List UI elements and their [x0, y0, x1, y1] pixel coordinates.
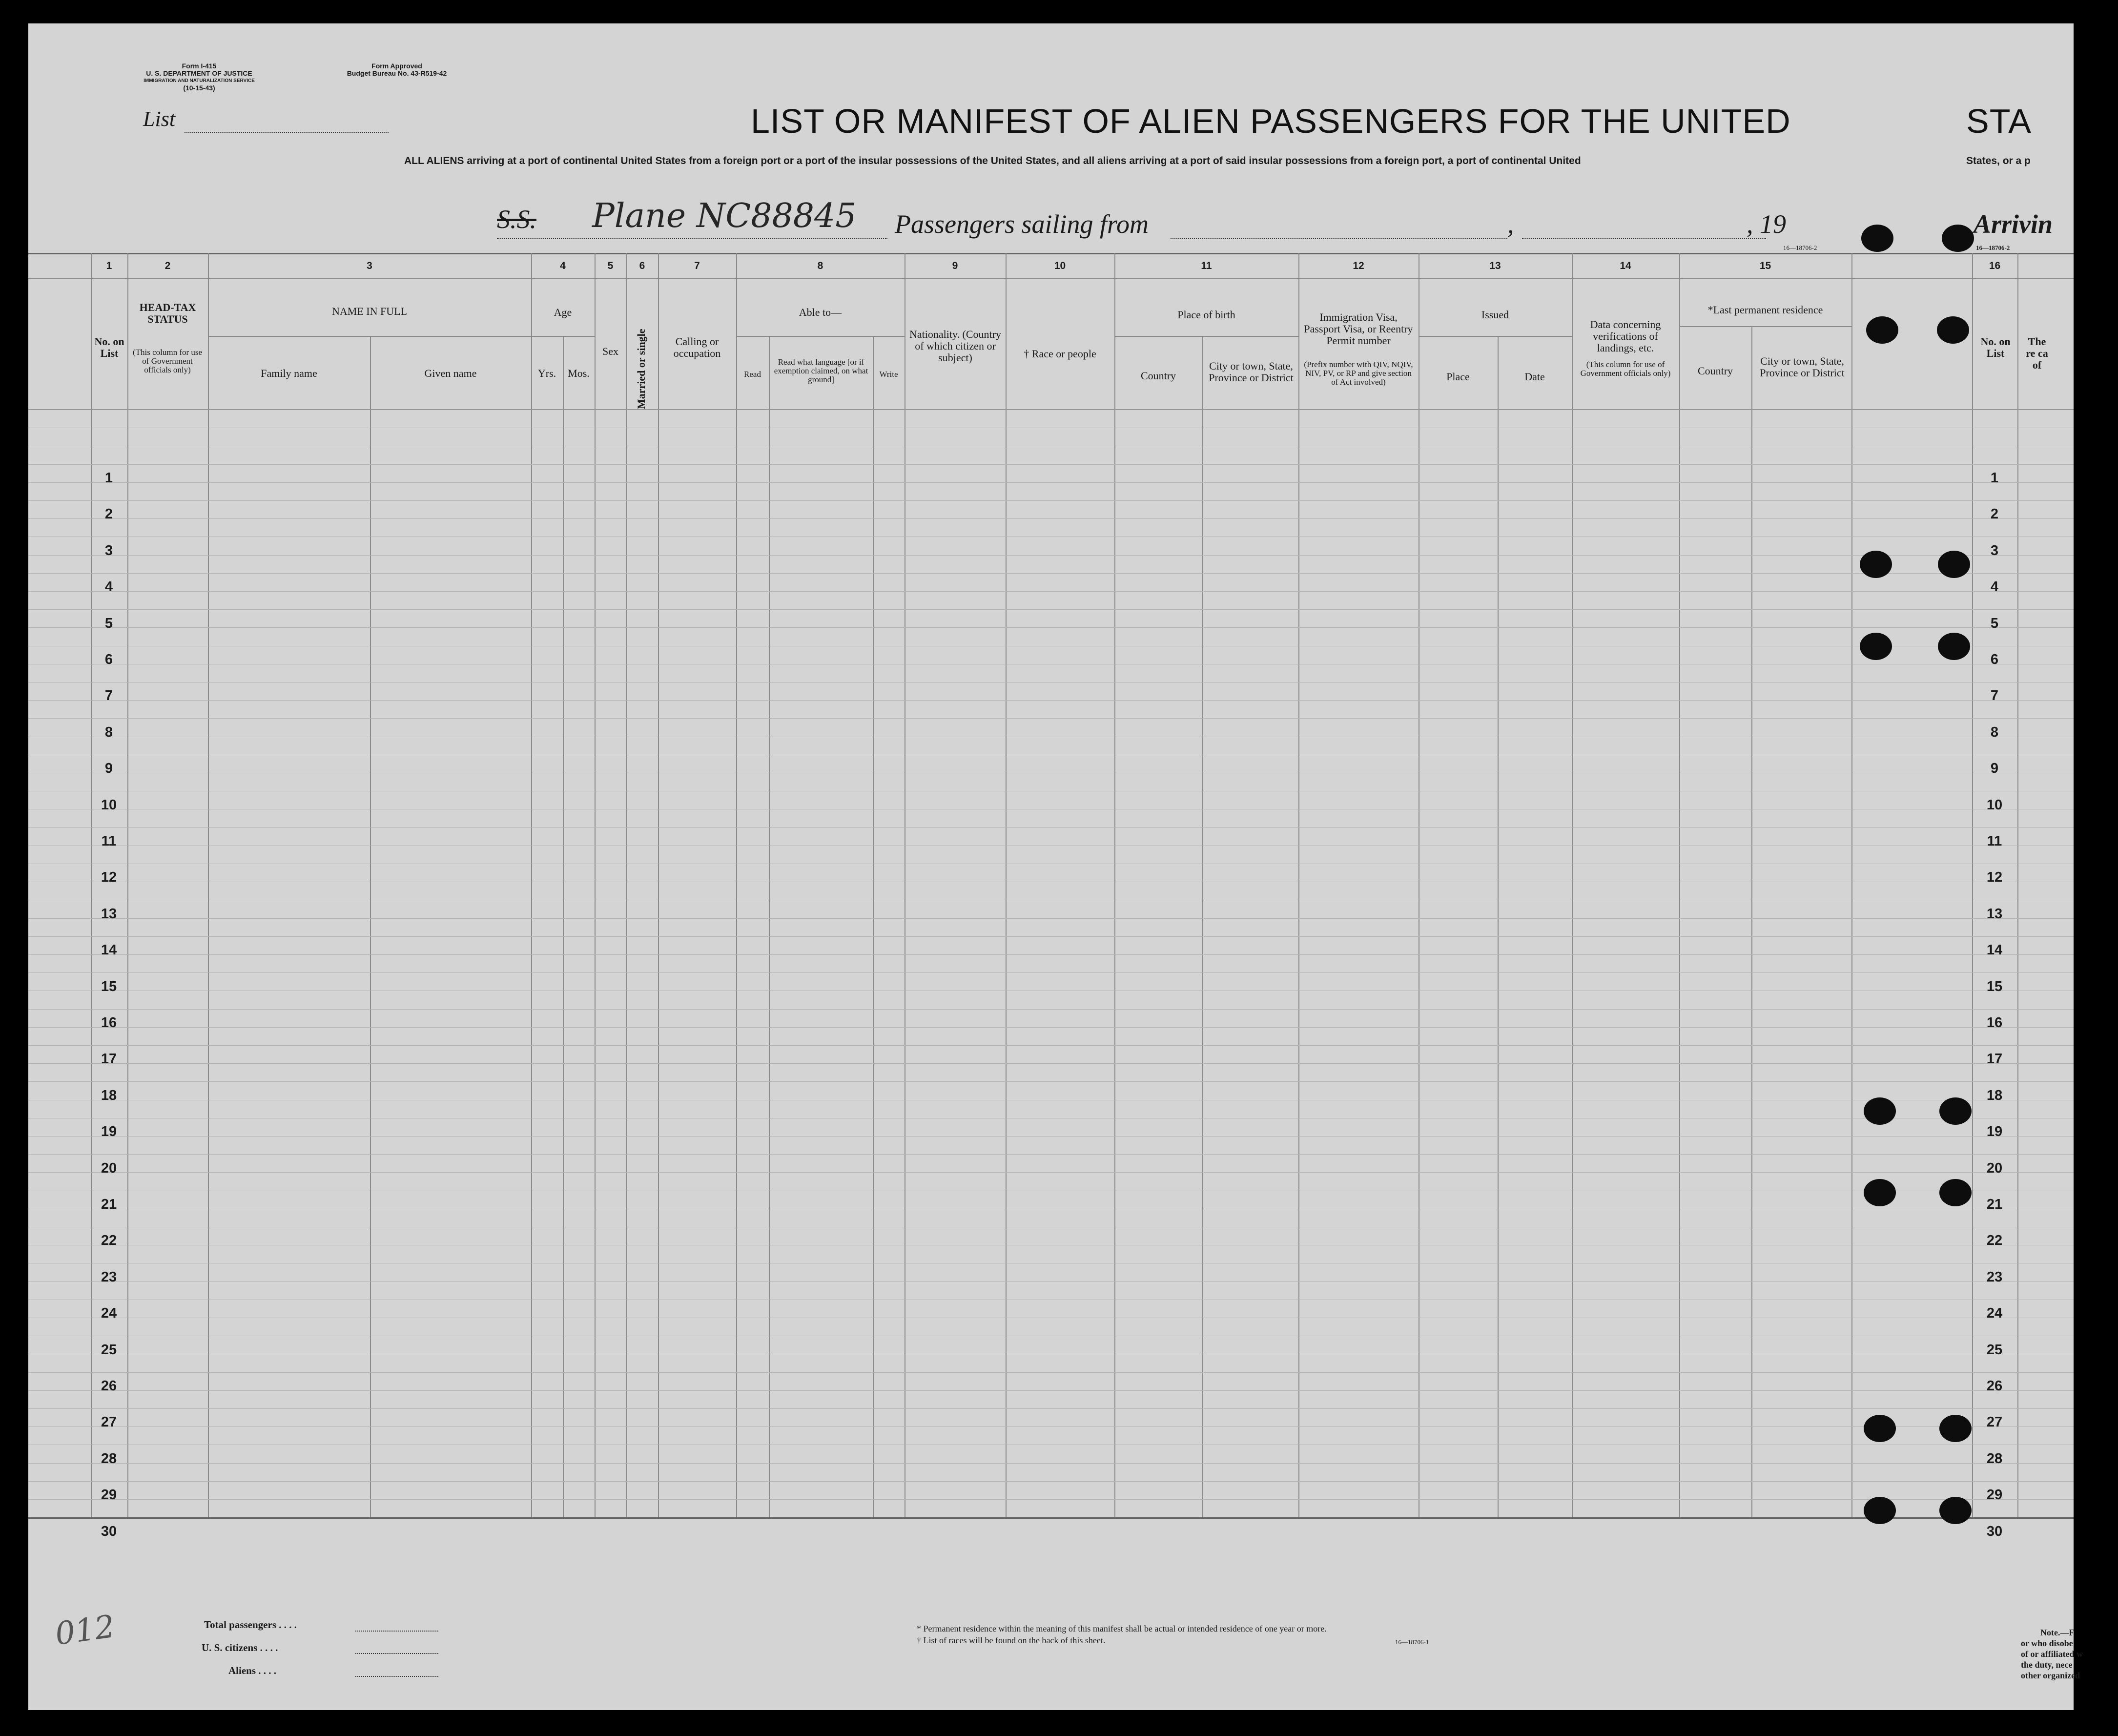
row-number-right: 15	[1986, 978, 2003, 994]
header-sex: Sex	[602, 345, 618, 357]
header-write: Write	[879, 370, 898, 379]
row-number-right: 13	[1986, 906, 2003, 922]
row-rule	[28, 1027, 2074, 1028]
budget-bureau: Budget Bureau No. 43-R519-42	[347, 69, 447, 77]
row-rule	[28, 555, 2074, 556]
row-number-right: 17	[1986, 1051, 2003, 1067]
row-number-right: 20	[1986, 1160, 2003, 1176]
row-number-right: 18	[1986, 1087, 2003, 1103]
row-number-right: 27	[1986, 1414, 2003, 1430]
issued-subrule	[1419, 336, 1572, 337]
row-number-right: 14	[1986, 942, 2003, 958]
header-family-name: Family name	[261, 367, 317, 379]
department: U. S. DEPARTMENT OF JUSTICE	[146, 69, 252, 77]
row-number-left: 2	[104, 506, 113, 522]
col-line	[1298, 253, 1299, 1517]
col-line	[208, 253, 209, 1517]
punch-hole	[1942, 225, 1974, 252]
row-number-left: 22	[101, 1233, 117, 1249]
punch-hole	[1939, 1179, 1972, 1206]
row-number-left: 23	[101, 1269, 117, 1285]
row-number-right: 2	[1990, 506, 1999, 522]
row-rule	[28, 1426, 2074, 1427]
col-number-7: 7	[694, 260, 700, 271]
footer-note-line: other organized	[2021, 1671, 2080, 1680]
sailing-comma: ,	[1507, 209, 1514, 239]
row-rule	[28, 1154, 2074, 1155]
col-number-4: 4	[560, 260, 566, 271]
punch-hole	[1864, 1415, 1896, 1442]
row-number-right: 19	[1986, 1124, 2003, 1140]
row-number-left: 12	[101, 869, 117, 886]
header-no-on-list: No. on List	[94, 335, 124, 359]
row-number-left: 7	[104, 688, 113, 704]
row-rule	[28, 1136, 2074, 1137]
row-rule	[28, 1463, 2074, 1464]
punch-hole	[1860, 551, 1892, 578]
row-number-right: 21	[1986, 1197, 2003, 1212]
row-number-left: 21	[101, 1197, 117, 1212]
name-subrule	[208, 336, 531, 337]
list-blank-line	[185, 132, 389, 133]
punch-hole	[1864, 1097, 1896, 1125]
row-number-left: 8	[104, 724, 113, 740]
col-line	[873, 336, 874, 1517]
col-number-1: 1	[106, 260, 112, 271]
total-passengers-label: Total passengers . . . .	[204, 1619, 297, 1631]
row-number-left: 24	[101, 1305, 117, 1322]
header-no-on-list-right: No. on List	[1980, 335, 2011, 359]
row-number-left: 4	[104, 579, 113, 595]
row-rule	[28, 573, 2074, 574]
col-number-2: 2	[165, 260, 171, 271]
punch-hole	[1860, 633, 1892, 660]
row-number-right: 25	[1986, 1342, 2003, 1358]
row-number-right: 8	[1990, 724, 1999, 740]
header-read: Read	[744, 370, 761, 379]
header-birth-country: Country	[1140, 370, 1176, 382]
sailing-date-blank	[1522, 238, 1766, 239]
col-number-9: 9	[952, 260, 958, 271]
row-number-left: 20	[101, 1160, 117, 1176]
row-rule	[28, 1499, 2074, 1500]
row-rule	[28, 700, 2074, 701]
residence-subrule	[1679, 326, 1851, 327]
approval-block	[326, 62, 468, 77]
header-head-tax-note: (This column for use of Government officials only)	[132, 348, 203, 374]
punch-hole	[1937, 316, 1969, 344]
arriving-label: Arrivin	[1974, 209, 2053, 239]
header-visa-note: (Prefix number with QIV, NQIV, NIV, PV, or RP and give section of Act involved)	[1304, 360, 1413, 387]
col-line	[769, 336, 770, 1517]
punch-hole	[1866, 316, 1898, 344]
punch-hole	[1864, 1179, 1896, 1206]
row-number-right: 16	[1986, 1015, 2003, 1031]
col-line	[1851, 253, 1852, 1517]
row-number-left: 13	[101, 906, 117, 922]
col-line	[2017, 253, 2018, 1517]
col-number-8: 8	[817, 260, 823, 271]
birth-subrule	[1114, 336, 1298, 337]
col-number-6: 6	[639, 260, 645, 271]
header-calling: Calling or occupation	[673, 335, 721, 359]
us-citizens-blank	[355, 1653, 438, 1654]
row-number-right: 9	[1990, 761, 1999, 777]
row-rule	[28, 1281, 2074, 1282]
row-number-right: 7	[1990, 688, 1999, 704]
row-number-right: 22	[1986, 1233, 2003, 1249]
row-number-right: 12	[1986, 869, 2003, 886]
page-subtitle-continued: States, or a p	[1966, 155, 2031, 166]
row-number-left: 11	[101, 833, 117, 849]
col-line	[1498, 336, 1499, 1517]
row-number-right: 29	[1986, 1487, 2003, 1503]
year-label: , 19	[1747, 209, 1786, 239]
list-label: List	[143, 107, 176, 131]
col-number-14: 14	[1620, 260, 1631, 271]
col-number-16: 16	[1989, 260, 2001, 271]
margin-handwritten-note: 012	[53, 1608, 117, 1653]
col-line	[1202, 336, 1203, 1517]
header-mos: Mos.	[568, 367, 590, 379]
row-rule	[28, 1009, 2074, 1010]
row-number-left: 29	[101, 1487, 117, 1503]
header-last-residence: *Last permanent residence	[1707, 304, 1823, 316]
print-code-left: 16—18706-2	[1976, 244, 2010, 251]
col-line	[595, 253, 596, 1517]
ss-label: S.S.	[497, 205, 536, 234]
row-number-left: 19	[101, 1124, 117, 1140]
row-number-right: 23	[1986, 1269, 2003, 1285]
col-number-12: 12	[1353, 260, 1364, 271]
row-rule	[28, 1045, 2074, 1046]
punch-hole	[1939, 1415, 1972, 1442]
header-data-concerning: Data concerning verifications of landings, etc.	[1590, 318, 1661, 354]
col-number-15: 15	[1759, 260, 1771, 271]
header-read-what: Read what language [or if exemption claimed, on what ground]	[774, 357, 868, 384]
col-line	[563, 336, 564, 1517]
header-given-name: Given name	[424, 367, 477, 379]
ss-handwritten-name: Plane NC88845	[592, 197, 857, 235]
row-number-right: 6	[1990, 652, 1999, 667]
row-rule	[28, 1063, 2074, 1064]
form-id-block	[126, 62, 272, 92]
row-rule	[28, 1081, 2074, 1082]
row-number-left: 1	[104, 470, 113, 486]
col-number-3: 3	[367, 260, 372, 271]
sailing-label: Passengers sailing from	[895, 209, 1149, 239]
age-subrule	[531, 336, 595, 337]
col-line	[91, 253, 92, 1517]
header-nationality: Nationality. (Country of which citizen or subject)	[909, 328, 1001, 364]
header-right-partial: The re ca of	[2026, 335, 2048, 371]
header-place-of-birth: Place of birth	[1177, 309, 1235, 321]
header-residence-country: Country	[1697, 365, 1733, 377]
header-issued-place: Place	[1446, 371, 1470, 383]
row-number-right: 10	[1986, 797, 2003, 813]
col-line	[1972, 253, 1973, 1517]
col-number-5: 5	[607, 260, 614, 271]
punch-hole	[1864, 1497, 1896, 1524]
row-rule	[28, 518, 2074, 519]
footer-note-line: or who disobe	[2021, 1638, 2073, 1648]
footer-note-line: Note.—F	[2040, 1628, 2075, 1637]
page-title: LIST OR MANIFEST OF ALIEN PASSENGERS FOR THE UNITED	[751, 102, 1791, 140]
row-rule	[28, 482, 2074, 483]
footer-note-line: the duty, nece	[2021, 1660, 2073, 1670]
header-visa: Immigration Visa, Passport Visa, or Reentry Permit number	[1304, 311, 1413, 347]
row-rule	[28, 1408, 2074, 1409]
col-line	[531, 253, 532, 1517]
row-number-right: 3	[1990, 542, 1999, 558]
col-line	[626, 253, 627, 1517]
row-number-right: 11	[1987, 833, 2002, 849]
col-line	[1679, 253, 1680, 1517]
header-data-note: (This column for use of Government officials only)	[1580, 360, 1671, 378]
col-line	[1114, 253, 1115, 1517]
row-number-left: 18	[101, 1087, 117, 1103]
row-number-left: 3	[104, 542, 113, 558]
col-number-rule	[28, 278, 2074, 279]
row-rule	[28, 972, 2074, 973]
form-date: (10-15-43)	[183, 84, 215, 92]
manifest-sheet	[28, 23, 2083, 1710]
able-subrule	[736, 336, 905, 337]
row-rule	[28, 500, 2074, 501]
row-number-left: 30	[101, 1523, 117, 1539]
col-line	[658, 253, 659, 1517]
header-birth-city: City or town, State, Province or District	[1209, 360, 1294, 384]
row-number-right: 24	[1986, 1305, 2003, 1322]
header-issued: Issued	[1481, 309, 1509, 321]
header-able-to: Able to—	[799, 306, 842, 318]
punch-hole	[1938, 551, 1970, 578]
row-number-right: 4	[1990, 579, 1999, 595]
col-line	[1572, 253, 1573, 1517]
footnote-residence: * Permanent residence within the meaning of this manifest shall be actual or intended residence of one year or more.	[917, 1624, 1327, 1633]
row-rule	[28, 918, 2074, 919]
row-number-right: 1	[1990, 470, 1999, 486]
row-rule	[28, 827, 2074, 828]
punch-hole	[1861, 225, 1893, 252]
sailing-from-blank	[1171, 238, 1507, 239]
print-code-right: 16—18706-2	[1783, 244, 1817, 251]
row-rule	[28, 464, 2074, 465]
page-title-continued: STA	[1966, 102, 2032, 140]
header-race: † Race or people	[1024, 348, 1096, 360]
header-issued-date: Date	[1524, 371, 1545, 383]
punch-hole	[1939, 1497, 1972, 1524]
row-number-right: 28	[1986, 1450, 2003, 1467]
row-number-left: 26	[101, 1378, 117, 1394]
row-rule	[28, 936, 2074, 937]
row-rule	[28, 1372, 2074, 1373]
row-rule	[28, 1481, 2074, 1482]
aliens-blank	[355, 1676, 438, 1677]
header-head-tax: HEAD-TAX STATUS	[139, 301, 196, 325]
row-rule	[28, 1390, 2074, 1391]
form-approved: Form Approved	[371, 62, 422, 70]
footnote-races: † List of races will be found on the back of this sheet.	[917, 1635, 1106, 1645]
row-number-left: 16	[101, 1015, 117, 1031]
row-rule	[28, 1172, 2074, 1173]
punch-hole	[1939, 1097, 1972, 1125]
row-number-left: 27	[101, 1414, 117, 1430]
row-number-left: 17	[101, 1051, 117, 1067]
row-number-left: 6	[104, 652, 113, 667]
form-number: Form I-415	[182, 62, 217, 70]
row-number-right: 30	[1986, 1523, 2003, 1539]
header-married-or-single: Married or single	[635, 329, 647, 409]
row-rule	[28, 954, 2074, 955]
header-residence-city: City or town, State, Province or District	[1760, 355, 1845, 379]
row-rule	[28, 627, 2074, 628]
total-passengers-blank	[355, 1631, 438, 1632]
col-line	[736, 253, 737, 1517]
row-number-right: 5	[1990, 615, 1999, 631]
footer-print-code: 16—18706-1	[1395, 1638, 1429, 1646]
row-rule	[28, 609, 2074, 610]
row-number-left: 5	[104, 615, 113, 631]
col-line	[127, 253, 128, 1517]
row-rule	[28, 591, 2074, 592]
ss-blank-line	[497, 238, 887, 239]
table-bottom-rule	[28, 1517, 2074, 1519]
col-number-11: 11	[1201, 260, 1212, 271]
col-line	[1751, 326, 1752, 1517]
row-rule	[28, 718, 2074, 719]
row-number-right: 26	[1986, 1378, 2003, 1394]
punch-hole	[1938, 633, 1970, 660]
table-top-rule	[28, 253, 2074, 254]
header-yrs: Yrs.	[537, 367, 556, 379]
header-name-in-full: NAME IN FULL	[332, 305, 407, 317]
footer-note-line: of or affiliated w	[2021, 1649, 2083, 1659]
page-subtitle: ALL ALIENS arriving at a port of continental United States from a foreign port or a port of the insular possessions of the United States, and all aliens arriving at a port of said insular possessions from a foreign port, a port of continental United	[404, 155, 1581, 166]
col-line	[1006, 253, 1007, 1517]
col-line	[370, 336, 371, 1517]
us-citizens-label: U. S. citizens . . . .	[202, 1642, 278, 1653]
col-number-10: 10	[1054, 260, 1066, 271]
service: IMMIGRATION AND NATURALIZATION SERVICE	[144, 78, 255, 83]
row-number-left: 9	[104, 761, 113, 777]
row-number-left: 10	[101, 797, 117, 813]
row-number-left: 14	[101, 942, 117, 958]
row-number-left: 25	[101, 1342, 117, 1358]
aliens-label: Aliens . . . .	[228, 1665, 277, 1676]
row-number-left: 28	[101, 1450, 117, 1467]
row-number-left: 15	[101, 978, 117, 994]
footer-note-right	[2021, 1627, 2083, 1681]
header-age: Age	[554, 306, 572, 318]
col-number-13: 13	[1489, 260, 1501, 271]
